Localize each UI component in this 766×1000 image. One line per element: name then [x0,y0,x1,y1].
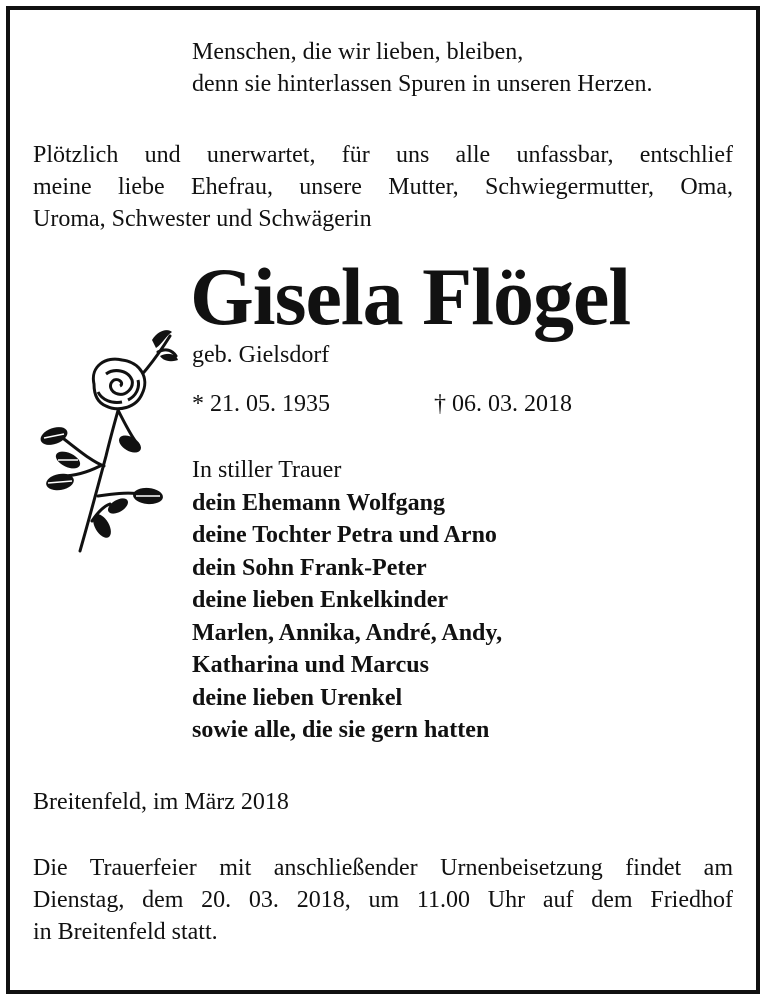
rose-icon [32,326,182,556]
ceremony-line: in Breitenfeld statt. [33,919,218,945]
ceremony-line: Dienstag, dem 20. 03. 2018, um 11.00 Uhr auf dem Friedhof [33,887,733,913]
intro-text [33,139,733,235]
intro-line: Plötzlich und unerwartet, für uns alle unfassbar, entschlief [33,142,733,168]
motto-line: denn sie hinterlassen Spuren in unseren Herzen. [192,71,653,97]
mourner-line: dein Sohn Frank-Peter [192,554,427,581]
birth-name: geb. Gielsdorf [192,342,330,368]
ceremony-info [33,852,733,948]
birth-date: * 21. 05. 1935 [192,391,330,417]
life-dates [192,389,612,419]
mourners-list [192,454,502,747]
mourner-line: Katharina und Marcus [192,652,429,678]
ceremony-line: Die Trauerfeier mit anschließender Urnenbeisetzung findet am [33,855,733,881]
motto-line: Menschen, die wir lieben, bleiben, [192,39,524,65]
intro-line: Uroma, Schwester und Schwägerin [33,206,372,232]
death-date: † 06. 03. 2018 [434,391,572,417]
mourner-line: sowie alle, die sie gern hatten [192,717,490,743]
mourner-line: deine lieben Enkelkinder [192,587,449,613]
mourner-line: deine lieben Urenkel [192,684,403,711]
mourner-line: dein Ehemann Wolfgang [192,489,445,516]
motto [192,36,653,100]
deceased-name: Gisela Flögel [190,251,631,342]
mourner-line: Marlen, Annika, André, Andy, [192,619,503,646]
mourner-line: deine Tochter Petra und Arno [192,522,497,548]
intro-line: meine liebe Ehefrau, unsere Mutter, Schwiegermutter, Oma, [33,174,733,200]
place-date: Breitenfeld, im März 2018 [33,789,289,815]
mourners-heading: In stiller Trauer [192,457,342,483]
